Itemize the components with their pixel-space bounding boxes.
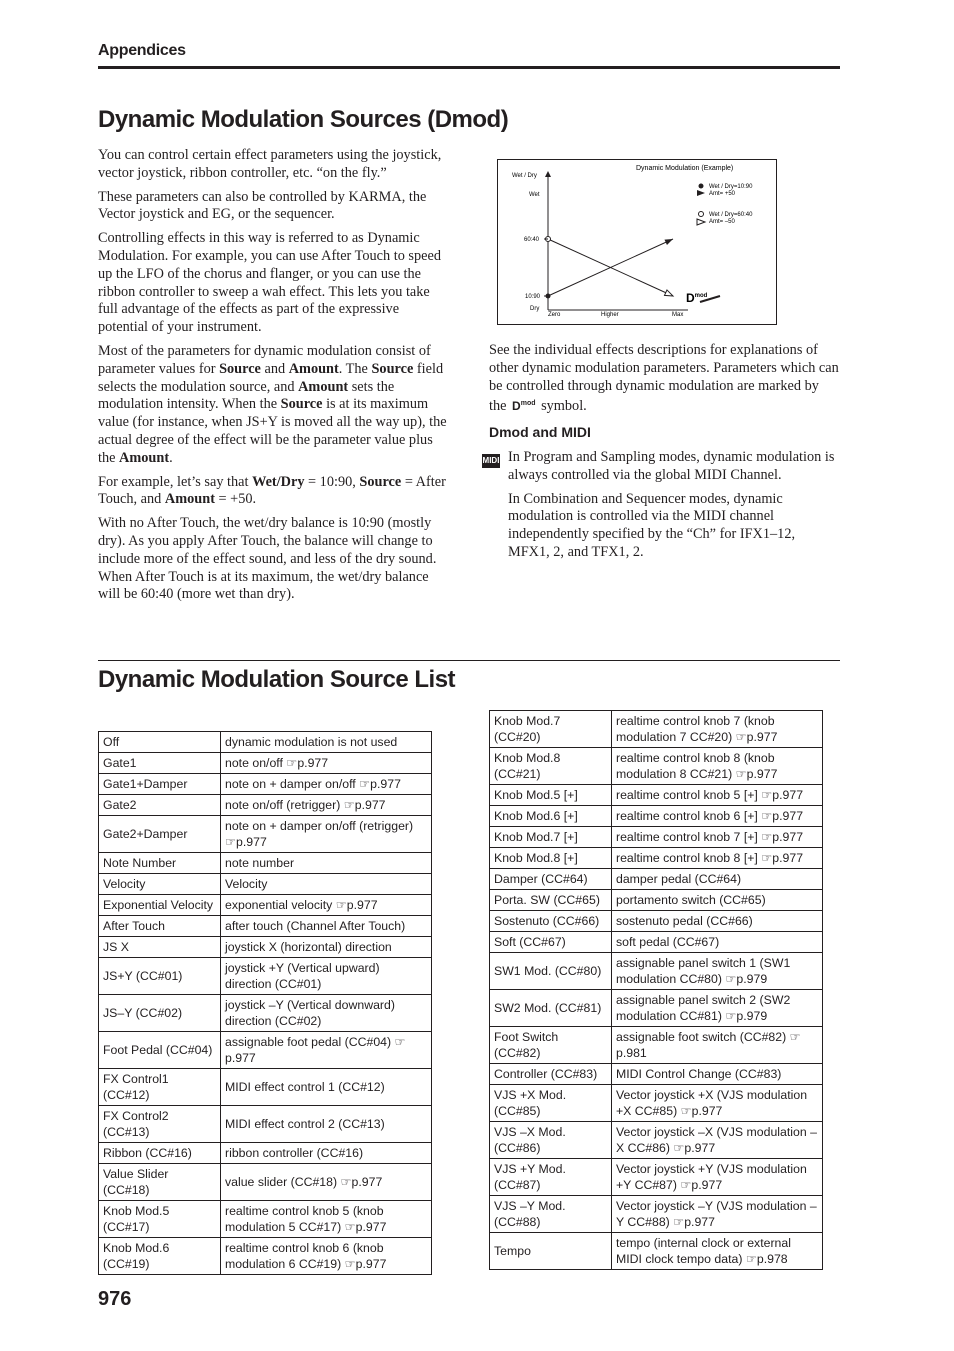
- table-row: [99, 732, 432, 753]
- source-description-cell: damper pedal (CC#64): [612, 869, 823, 890]
- source-name-cell: Foot Pedal (CC#04): [99, 1032, 221, 1069]
- source-name-cell: JS–Y (CC#02): [99, 995, 221, 1032]
- source-description-cell: MIDI effect control 2 (CC#13): [221, 1106, 432, 1143]
- midi-icon: MIDI: [482, 454, 500, 468]
- legend-arrow-open: [697, 219, 705, 225]
- table-row: [99, 1143, 432, 1164]
- table-row: [490, 990, 823, 1027]
- source-name-cell: FX Control1 (CC#12): [99, 1069, 221, 1106]
- legend-arrow-filled: [697, 190, 705, 196]
- source-description-cell: tempo (internal clock or external MIDI clock tempo data) ☞p.978: [612, 1233, 823, 1270]
- right-column-text: [489, 342, 839, 422]
- source-name-cell: VJS –Y Mod.(CC#88): [490, 1196, 612, 1233]
- source-description-cell: realtime control knob 7 [+] ☞p.977: [612, 827, 823, 848]
- source-list-table-right: [489, 710, 823, 1270]
- dmod-symbol-icon: $D^{mod}$: [512, 399, 536, 414]
- table-row: [99, 1164, 432, 1201]
- source-description-cell: assignable foot switch (CC#82) ☞p.981: [612, 1027, 823, 1064]
- source-name-cell: Off: [99, 732, 221, 753]
- source-name-cell: Velocity: [99, 874, 221, 895]
- source-description-cell: note on/off ☞p.977: [221, 753, 432, 774]
- source-name-cell: Gate1+Damper: [99, 774, 221, 795]
- dmod-symbol-icon: $D^{mod}$: [686, 291, 708, 305]
- header-rule: [98, 66, 840, 69]
- source-description-cell: value slider (CC#18) ☞p.977: [221, 1164, 432, 1201]
- source-description-cell: dynamic modulation is not used: [221, 732, 432, 753]
- section-rule: [98, 660, 840, 661]
- table-row: [490, 1064, 823, 1085]
- source-description-cell: Vector joystick –Y (VJS modulation – Y CC#88) ☞p.977: [612, 1196, 823, 1233]
- source-description-cell: MIDI Control Change (CC#83): [612, 1064, 823, 1085]
- table-row: [490, 1122, 823, 1159]
- section-title-source-list: Dynamic Modulation Source List: [98, 666, 456, 693]
- source-name-cell: VJS +X Mod.(CC#85): [490, 1085, 612, 1122]
- table-row: [99, 1032, 432, 1069]
- table-row: [490, 848, 823, 869]
- source-description-cell: realtime control knob 8 (knob modulation 8 CC#21) ☞p.977: [612, 748, 823, 785]
- source-description-cell: sostenuto pedal (CC#66): [612, 911, 823, 932]
- legend-marker-open: [699, 212, 704, 217]
- source-description-cell: realtime control knob 6 (knob modulation 6 CC#19) ☞p.977: [221, 1238, 432, 1275]
- paragraph: With no After Touch, the wet/dry balance is 10:90 (mostly dry). As you apply After Touch, the balance will change to include more of the effect sound, and less of the dry sound. When After Touch is at its maximum, the wet/dry balance will be 60:40 (more wet than dry).: [98, 515, 437, 603]
- source-description-cell: assignable foot pedal (CC#04) ☞p.977: [221, 1032, 432, 1069]
- source-description-cell: ribbon controller (CC#16): [221, 1143, 432, 1164]
- source-name-cell: Knob Mod.7 [+]: [490, 827, 612, 848]
- source-name-cell: SW1 Mod. (CC#80): [490, 953, 612, 990]
- source-name-cell: VJS +Y Mod.(CC#87): [490, 1159, 612, 1196]
- chart-svg: [498, 160, 776, 324]
- x-tick-zero: Zero: [548, 312, 561, 318]
- table-row: [99, 995, 432, 1032]
- source-description-cell: portamento switch (CC#65): [612, 890, 823, 911]
- source-description-cell: note on + damper on/off (retrigger) ☞p.977: [221, 816, 432, 853]
- source-name-cell: Gate1: [99, 753, 221, 774]
- source-description-cell: Velocity: [221, 874, 432, 895]
- source-name-cell: Controller (CC#83): [490, 1064, 612, 1085]
- table-row: [99, 937, 432, 958]
- table-row: [490, 748, 823, 785]
- source-description-cell: soft pedal (CC#67): [612, 932, 823, 953]
- source-name-cell: VJS –X Mod.(CC#86): [490, 1122, 612, 1159]
- paragraph: In Program and Sampling modes, dynamic modulation is always controlled via the global MIDI Channel.: [508, 449, 835, 483]
- table-row: [99, 958, 432, 995]
- table-row: [99, 753, 432, 774]
- legend-label-1a: Wet / Dry=10:90: [709, 184, 753, 190]
- source-name-cell: Damper (CC#64): [490, 869, 612, 890]
- source-name-cell: Tempo: [490, 1233, 612, 1270]
- source-name-cell: Knob Mod.8 [+]: [490, 848, 612, 869]
- source-name-cell: Sostenuto (CC#66): [490, 911, 612, 932]
- source-description-cell: realtime control knob 5 [+] ☞p.977: [612, 785, 823, 806]
- legend-label-2b: Amt= –50: [709, 219, 735, 225]
- table-row: [99, 874, 432, 895]
- table-row: [490, 827, 823, 848]
- source-description-cell: joystick –Y (Vertical downward) direction (CC#02): [221, 995, 432, 1032]
- source-name-cell: Ribbon (CC#16): [99, 1143, 221, 1164]
- table-row: [490, 1196, 823, 1233]
- source-name-cell: FX Control2 (CC#13): [99, 1106, 221, 1143]
- source-description-cell: Vector joystick +Y (VJS modulation +Y CC#87) ☞p.977: [612, 1159, 823, 1196]
- y-tick-60-40: 60:40: [524, 237, 540, 243]
- left-column-text: [98, 147, 448, 610]
- table-row: [490, 890, 823, 911]
- table-row: [490, 1027, 823, 1064]
- table-row: [490, 806, 823, 827]
- source-name-cell: Knob Mod.6 [+]: [490, 806, 612, 827]
- y-axis-arrow: [545, 171, 551, 177]
- source-name-cell: Value Slider (CC#18): [99, 1164, 221, 1201]
- table-row: [490, 911, 823, 932]
- legend-label-2a: Wet / Dry=60:40: [709, 212, 753, 218]
- source-description-cell: exponential velocity ☞p.977: [221, 895, 432, 916]
- source-description-cell: note on + damper on/off ☞p.977: [221, 774, 432, 795]
- y-tick-wet: Wet: [529, 192, 540, 198]
- table-row: [99, 1069, 432, 1106]
- page-number: 976: [98, 1288, 132, 1310]
- source-description-cell: assignable panel switch 2 (SW2 modulation CC#81) ☞p.979: [612, 990, 823, 1027]
- x-tick-higher: Higher: [601, 312, 619, 318]
- table-row: [490, 1233, 823, 1270]
- source-list-table-left: [98, 731, 432, 1275]
- table-row: [99, 916, 432, 937]
- chart-ylabel: Wet / Dry: [512, 173, 537, 179]
- table-row: [99, 1106, 432, 1143]
- source-name-cell: After Touch: [99, 916, 221, 937]
- series-end-arrow-2: [664, 290, 673, 296]
- source-name-cell: Foot Switch (CC#82): [490, 1027, 612, 1064]
- source-description-cell: realtime control knob 5 (knob modulation 5 CC#17) ☞p.977: [221, 1201, 432, 1238]
- paragraph: These parameters can also be controlled by KARMA, the Vector joystick and EG, or the sequencer.: [98, 188, 427, 223]
- source-name-cell: Gate2: [99, 795, 221, 816]
- table-row: [490, 1085, 823, 1122]
- source-name-cell: Knob Mod.8 (CC#21): [490, 748, 612, 785]
- table-row: [99, 816, 432, 853]
- midi-text: [508, 449, 840, 568]
- source-description-cell: Vector joystick +X (VJS modulation +X CC#85) ☞p.977: [612, 1085, 823, 1122]
- table-row: [490, 711, 823, 748]
- table-row: [490, 953, 823, 990]
- series-layer: [544, 237, 673, 299]
- section-title-dmod: Dynamic Modulation Sources (Dmod): [98, 106, 509, 133]
- source-name-cell: Knob Mod.5 (CC#17): [99, 1201, 221, 1238]
- source-description-cell: realtime control knob 6 [+] ☞p.977: [612, 806, 823, 827]
- source-name-cell: Soft (CC#67): [490, 932, 612, 953]
- paragraph-example: For example, let’s say that Wet/Dry = 10:90, Source = After Touch, and Amount = +50.: [98, 473, 446, 508]
- paragraph: Controlling effects in this way is referred to as Dynamic Modulation. For example, you can use After Touch to speed up the LFO of the chorus and flanger, or you can use the ribbon controller to sweep a wah effect. This lets you take full advantage of the effects as part of the expressive potential of your instrument.: [98, 230, 441, 336]
- dmod-example-chart: [497, 159, 777, 325]
- x-tick-max: Max: [672, 312, 684, 318]
- subheading-dmod-midi: Dmod and MIDI: [489, 424, 591, 440]
- paragraph: You can control certain effect parameters using the joystick, vector joystick, ribbon controller, etc. “on the fly.”: [98, 147, 442, 181]
- series-end-arrow-1: [664, 239, 673, 245]
- source-description-cell: realtime control knob 8 [+] ☞p.977: [612, 848, 823, 869]
- source-name-cell: Note Number: [99, 853, 221, 874]
- source-name-cell: JS X: [99, 937, 221, 958]
- source-description-cell: realtime control knob 7 (knob modulation 7 CC#20) ☞p.977: [612, 711, 823, 748]
- table-row: [490, 785, 823, 806]
- chart-title: Dynamic Modulation (Example): [636, 165, 734, 172]
- source-name-cell: Gate2+Damper: [99, 816, 221, 853]
- legend-label-1b: Amt= +50: [709, 191, 736, 197]
- table-row: [99, 774, 432, 795]
- source-name-cell: Exponential Velocity: [99, 895, 221, 916]
- table-row: [99, 1201, 432, 1238]
- source-name-cell: SW2 Mod. (CC#81): [490, 990, 612, 1027]
- paragraph-source-amount: Most of the parameters for dynamic modulation consist of parameter values for Source and Amount. The Source field selects the modulation source, and Amount sets the modulation intensity. When the Source is at its maximum value (for instance, when JS+Y is moved all the way up), the actual degree of the effect will be the parameter value plus the Amount.: [98, 342, 447, 466]
- paragraph: In Combination and Sequencer modes, dynamic modulation is controlled via the MIDI channel independently specified by the “Ch” for IFX1–12, MFX1, 2, and TFX1, 2.: [508, 490, 796, 560]
- paragraph-dmod-marked: See the individual effects descriptions for explanations of other dynamic modulation parameters. Parameters which can be controlled through dynamic modulation are marked by the $D^{mod}$ symbol.: [489, 342, 839, 415]
- y-tick-10-90: 10:90: [525, 294, 541, 300]
- source-name-cell: JS+Y (CC#01): [99, 958, 221, 995]
- section-header: Appendices: [98, 42, 186, 59]
- table-row: [99, 1238, 432, 1275]
- source-name-cell: Knob Mod.5 [+]: [490, 785, 612, 806]
- table-row: [99, 795, 432, 816]
- legend-marker-filled: [699, 184, 704, 189]
- source-description-cell: MIDI effect control 1 (CC#12): [221, 1069, 432, 1106]
- table-row: [490, 1159, 823, 1196]
- source-name-cell: Knob Mod.6 (CC#19): [99, 1238, 221, 1275]
- source-description-cell: Vector joystick –X (VJS modulation – X CC#86) ☞p.977: [612, 1122, 823, 1159]
- source-description-cell: assignable panel switch 1 (SW1 modulation CC#80) ☞p.979: [612, 953, 823, 990]
- source-description-cell: note on/off (retrigger) ☞p.977: [221, 795, 432, 816]
- table-row: [490, 932, 823, 953]
- source-description-cell: joystick +Y (Vertical upward) direction (CC#01): [221, 958, 432, 995]
- source-description-cell: joystick X (horizontal) direction: [221, 937, 432, 958]
- source-description-cell: after touch (Channel After Touch): [221, 916, 432, 937]
- table-row: [99, 853, 432, 874]
- table-row: [490, 869, 823, 890]
- source-description-cell: note number: [221, 853, 432, 874]
- y-tick-dry: Dry: [530, 306, 540, 312]
- source-name-cell: Porta. SW (CC#65): [490, 890, 612, 911]
- table-row: [99, 895, 432, 916]
- source-name-cell: Knob Mod.7 (CC#20): [490, 711, 612, 748]
